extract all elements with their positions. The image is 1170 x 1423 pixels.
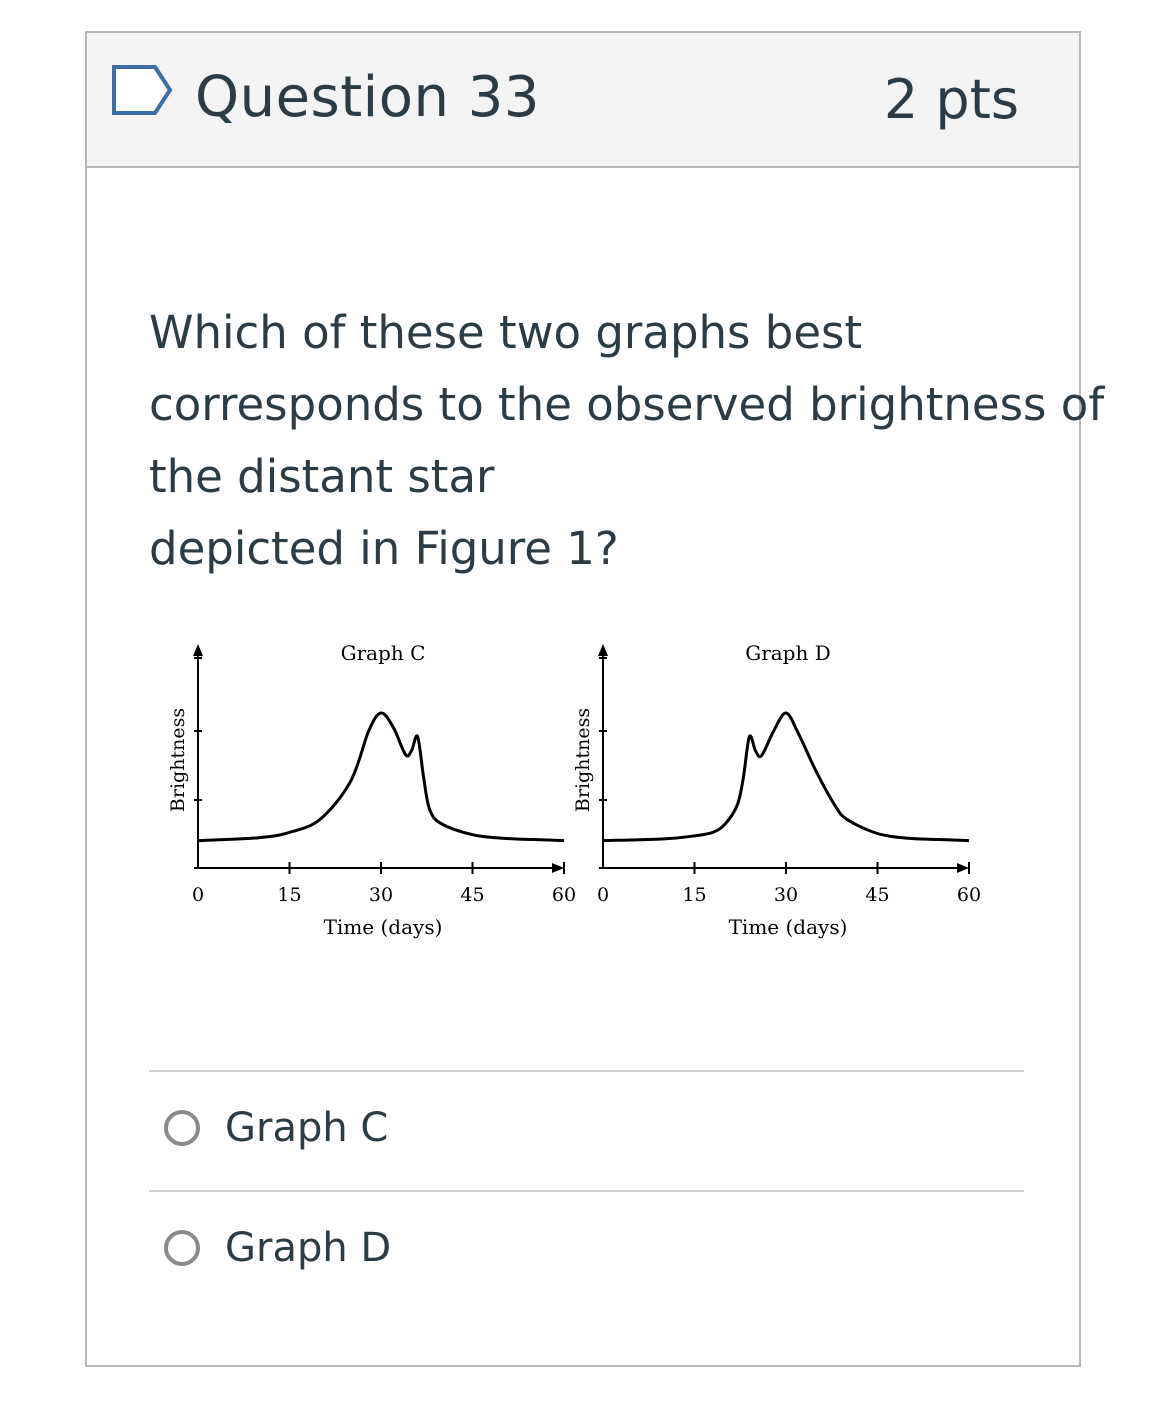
brightness-curve	[198, 713, 564, 841]
y-axis-arrow	[193, 644, 203, 656]
question-text-line: depicted in Figure 1?	[149, 522, 619, 575]
brightness-curve	[603, 713, 969, 841]
graph-panel	[572, 641, 981, 939]
y-axis-label: Brightness	[167, 707, 189, 813]
x-tick-label: 45	[460, 884, 485, 906]
answer-divider	[149, 1190, 1024, 1192]
answer-option-graph-d[interactable]	[149, 1193, 1024, 1303]
answer-label: Graph D	[225, 1225, 392, 1271]
answer-divider	[149, 1070, 1024, 1072]
x-tick-label: 0	[191, 884, 205, 906]
y-axis-label: Brightness	[572, 707, 594, 813]
answer-option-graph-c[interactable]	[149, 1073, 1024, 1183]
question-text-line: corresponds to the observed brightness of	[149, 378, 1105, 431]
x-tick-label: 15	[277, 884, 302, 906]
x-axis-label: Time (days)	[323, 915, 443, 939]
x-axis-arrow	[957, 863, 969, 873]
bookmark-flag-icon[interactable]	[111, 64, 173, 116]
question-title: Question 33	[195, 65, 541, 130]
x-axis-label: Time (days)	[728, 915, 848, 939]
question-text-line: Which of these two graphs best	[149, 306, 863, 359]
graph-panel	[167, 641, 576, 939]
question-text-line: the distant star	[149, 450, 495, 503]
graph-title: Graph C	[340, 641, 426, 665]
y-axis-arrow	[598, 644, 608, 656]
question-text	[149, 297, 1105, 585]
question-points: 2 pts	[883, 68, 1019, 131]
x-tick-label: 45	[865, 884, 890, 906]
answer-label: Graph C	[225, 1105, 389, 1151]
radio-button[interactable]	[164, 1230, 200, 1266]
x-axis-arrow	[552, 863, 564, 873]
radio-button[interactable]	[164, 1110, 200, 1146]
x-tick-label: 30	[773, 884, 799, 906]
question-header	[87, 33, 1079, 168]
x-tick-label: 60	[551, 884, 577, 906]
brightness-graphs-figure	[160, 628, 990, 958]
graphs-svg	[160, 628, 990, 958]
x-tick-label: 0	[596, 884, 610, 906]
x-tick-label: 15	[682, 884, 707, 906]
x-tick-label: 60	[956, 884, 982, 906]
x-tick-label: 30	[368, 884, 394, 906]
graph-title: Graph D	[745, 641, 831, 665]
